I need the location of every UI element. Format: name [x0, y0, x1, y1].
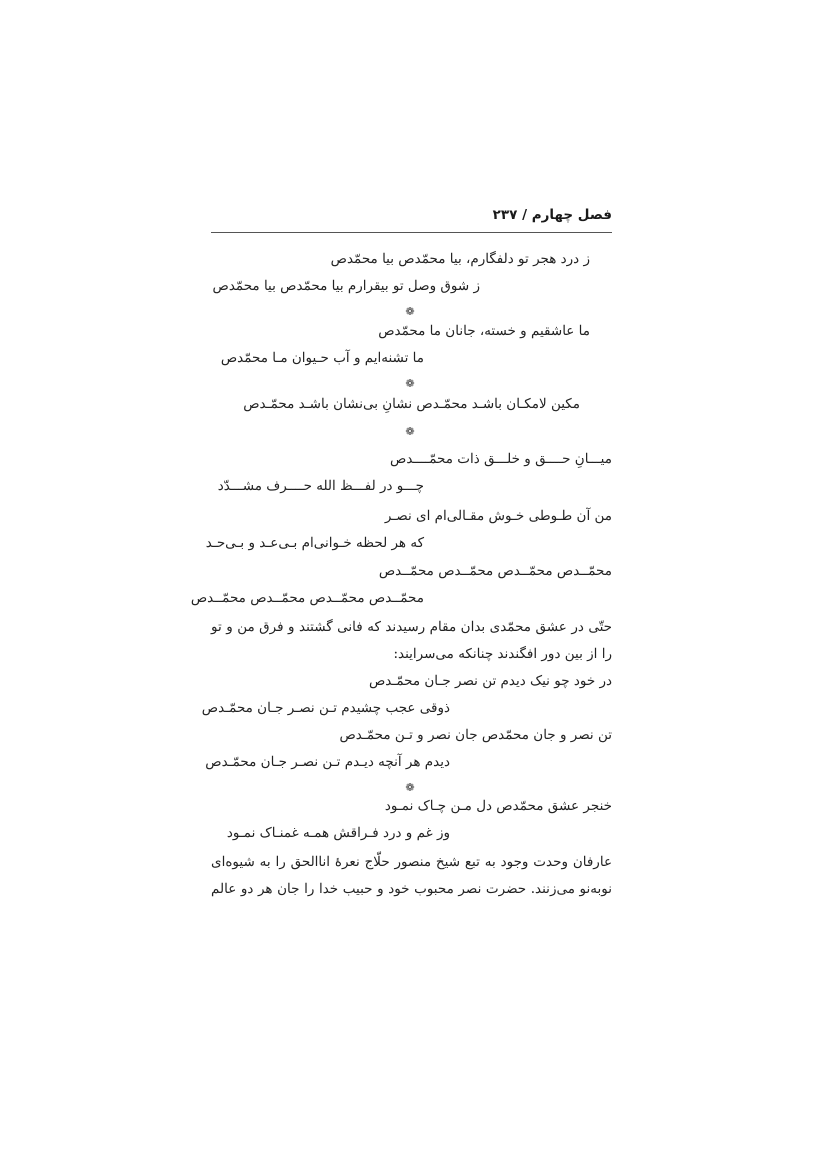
verse-line: در خود چو نیک دیدم تن نصر جـان محمّـدص [368, 673, 612, 689]
verse-line: ما عاشقیم و خسته، جانان ما محمّدص [378, 323, 590, 339]
separator-ornament: ❁ [405, 781, 415, 794]
verse-line: ز درد هجر تو دلفگارم، بیا محمّدص بیا محمّدص [330, 251, 590, 267]
verse-line: ذوقی عجب چشیدم تـن نصـر جـان محمّـدص [201, 700, 450, 716]
verse-line: خنجر عشق محمّدص دل مـن چـاک نمـود [384, 798, 612, 814]
verse-line: محمّــدص محمّــدص محمّــدص محمّــدص [190, 590, 424, 606]
paragraph-line: عارفان وحدت وجود به تبع شیخ منصور حلّاج نعرۀ اناالحق را به شیوه‌ای [211, 854, 612, 870]
running-header: فصل چهارم / ۲۳۷ [492, 207, 612, 223]
verse-line: ز شوق وصل تو بیقرارم بیا محمّدص بیا محمّدص [212, 278, 480, 294]
verse-line: مکین لامکـان باشـد محمّـدص نشانِ بی‌نشان باشـد محمّـدص [243, 396, 580, 412]
verse-line: ما تشنه‌ایم و آب حـیوان مـا محمّدص [220, 350, 424, 366]
verse-line: دیدم هر آنچه دیـدم تـن نصـر جـان محمّـدص [205, 754, 450, 770]
separator-ornament: ❁ [405, 377, 415, 390]
verse-line: تن نصر و جان محمّدص جان نصر و تـن محمّـدص [339, 727, 612, 743]
verse-line: میـــانِ حــــق و خلـــق ذات محمّــــدص [390, 451, 612, 467]
verse-line: وز غم و درد فـراقش همـه غمنـاک نمـود [226, 825, 450, 841]
paragraph-line: را از بین دور افگندند چنانکه می‌سرایند: [393, 646, 612, 662]
verse-line: محمّــدص محمّــدص محمّــدص محمّــدص [378, 563, 612, 579]
paragraph-line: نوبه‌نو می‌زنند. حضرت نصر محبوب خود و حبیب خدا را جان هر دو عالم [211, 881, 612, 897]
verse-line: چـــو در لفـــظ الله حــــرف مشـــدّد [217, 478, 424, 494]
paragraph-line: حتّی در عشق محمّدی بدان مقام رسیدند که فانی گشتند و فرق من و تو [211, 619, 612, 635]
verse-line: که هر لحظه خـوانی‌ام بـی‌عـد و بـی‌حـد [205, 535, 424, 551]
separator-ornament: ❁ [405, 305, 415, 318]
separator-ornament: ❁ [405, 425, 415, 438]
verse-line: من آن طـوطی خـوش مقـالی‌ام ای نصـر [384, 508, 612, 524]
header-rule [211, 232, 612, 233]
